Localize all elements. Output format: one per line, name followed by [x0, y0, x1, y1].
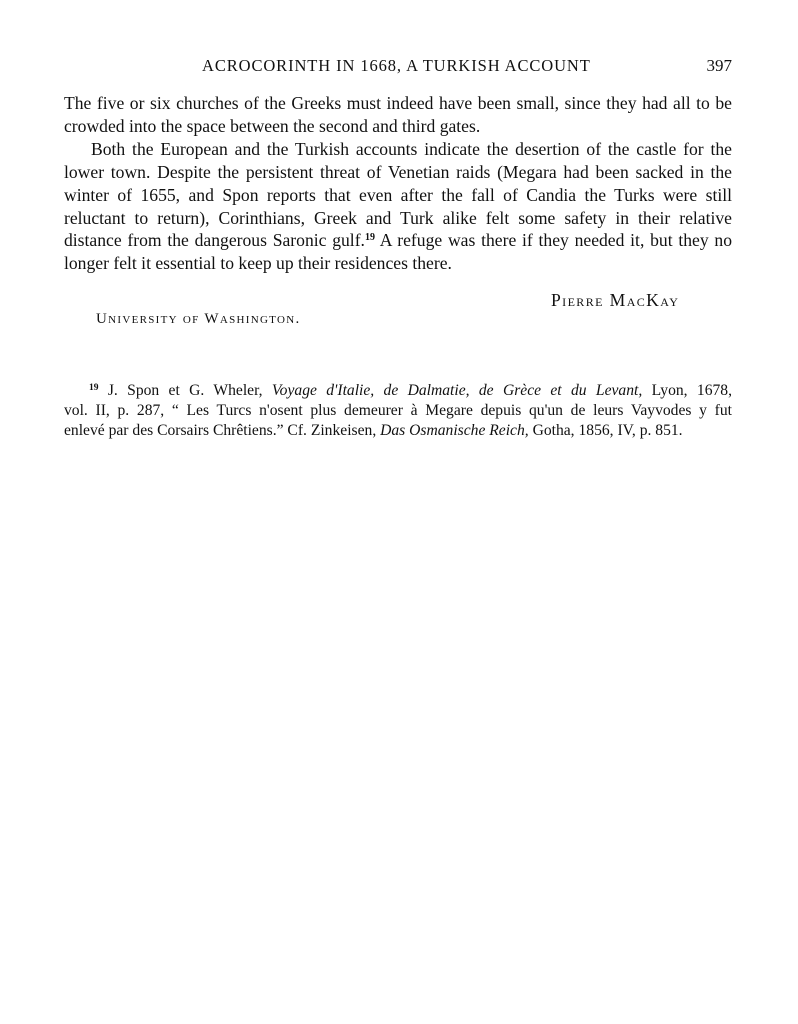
footnote — [64, 381, 732, 440]
author-affiliation: University of Washington. — [96, 311, 301, 327]
footnote-line-1 — [64, 381, 732, 401]
footnote-quote-end: enlevé par des Corsairs Chrêtiens.” Cf. Zinkeisen, — [64, 421, 381, 439]
paragraph-2-text: Both the European and the Turkish accounts indicate the desertion of the castle for the lower town. Despite the persistent threat of Venetian raids (Megara had been sacked in the winter of 1655, and Spon reports that even after the fall of Candia the Turks were still reluctant to return), Corinthians, Greek and Turk alike felt some safety in their relative distance from the dangerous Saronic gulf. — [64, 138, 732, 251]
paragraph-2-tail: A refuge was there if they needed it, but they no longer felt it essential to keep up their residences there. — [64, 230, 733, 274]
footnote-title-voyage: Voyage d'Italie, de Dalmatie, de Grèce et du Levant, — [271, 382, 643, 399]
running-title: ACROCORINTH IN 1668, A TURKISH ACCOUNT — [202, 56, 591, 75]
body-text — [64, 92, 732, 275]
footnote-citation-gotha: Gotha, 1856, IV, p. 851. — [528, 421, 683, 439]
running-head — [64, 56, 732, 78]
footnote-number: 19 — [89, 383, 99, 393]
paragraph-1-text: The five or six churches of the Greeks must indeed have been small, since they had all to be crowded into the space between the second and third gates. — [64, 93, 732, 136]
footnote-citation-author: J. Spon et G. Wheler, — [98, 382, 272, 399]
footnote-reference: 19 — [364, 232, 375, 244]
footnote-line-3 — [64, 421, 732, 441]
footnote-citation-place: Lyon, 1678, — [642, 382, 732, 399]
author-signature: Pierre MacKay — [551, 290, 680, 310]
footnote-title-osmanische: Das Osmanische Reich, — [380, 421, 529, 439]
footnote-line-2: vol. II, p. 287, “ Les Turcs n'osent plus demeurer à Megare depuis qu'un de leurs Vayvodes y fut — [64, 401, 732, 419]
paragraph-2 — [64, 138, 732, 275]
paragraph-1 — [64, 92, 732, 138]
page-number: 397 — [706, 56, 732, 75]
footnote-19 — [64, 381, 732, 440]
